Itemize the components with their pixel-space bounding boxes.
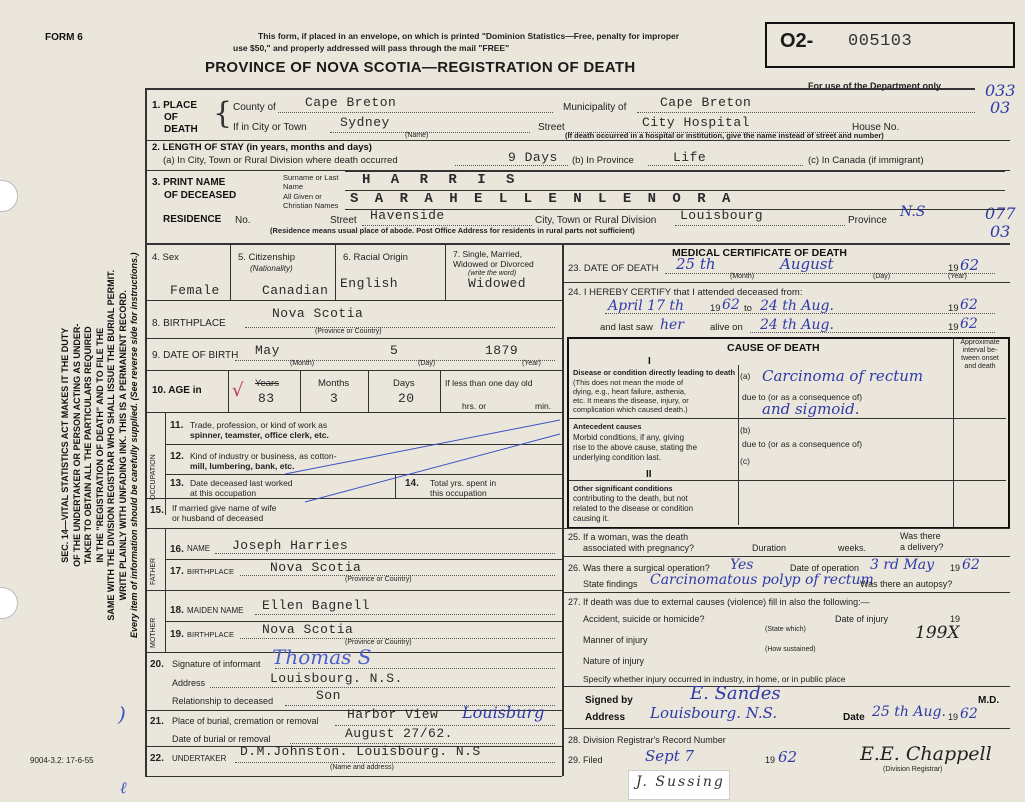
q15-text-2: or husband of deceased <box>172 513 264 523</box>
other-1: Other significant conditions <box>573 484 673 493</box>
undertaker-value: D.M.Johnston. Louisbourg. N.S <box>240 744 481 759</box>
department-code-2: 077 <box>985 204 1016 223</box>
antecedent-4: underlying condition last. <box>573 453 662 462</box>
q11-text-1: Trade, profession, or kind of work as <box>190 420 328 430</box>
alive-on-label: alive on <box>710 322 743 333</box>
sidebar-line: OF THE UNDERTAKER OR PERSON ACTING AS UNDER- <box>71 323 82 567</box>
date-label-md: Date <box>843 712 865 723</box>
last-saw-value: her <box>660 317 684 333</box>
marginal-note: J. Sussing <box>636 774 725 790</box>
residence-city-value: Louisbourg <box>680 208 764 223</box>
age-days-value: 20 <box>398 391 415 406</box>
informant-signature: Thomas S <box>272 645 372 669</box>
residence-city-label: City, Town or Rural Division <box>535 215 657 226</box>
occupation-strike-lines <box>165 412 565 532</box>
physician-address: Louisbourg. N.S. <box>650 704 778 722</box>
age-check-mark: √ <box>232 380 244 401</box>
age-years-label: Years <box>255 378 279 389</box>
hospital-note: (If death occurred in a hospital or institution, give the name instead of street and number) <box>565 131 884 140</box>
how-sustained: (How sustained) <box>765 646 816 653</box>
manner-label: Manner of injury <box>583 635 648 645</box>
given-value: S A R A H E L L E N L E N O R A <box>350 191 735 207</box>
envelope-note-2: use $50," and properly addressed will pass through the mail "FREE" <box>233 43 510 53</box>
state-which: (State which) <box>765 626 806 633</box>
birthplace-value: Nova Scotia <box>272 306 364 321</box>
op-year-pre: 19 <box>950 563 961 573</box>
death-year: 62 <box>960 256 980 274</box>
alive-on-date: 24 th Aug. <box>760 317 834 333</box>
q25b-label: associated with pregnancy? <box>583 543 695 553</box>
q14-text-2: this occupation <box>430 488 487 498</box>
q12-text-2: mill, lumbering, bank, etc. <box>190 461 295 471</box>
dob-month: May <box>255 343 280 358</box>
filed-date: Sept 7 <box>645 747 695 765</box>
racial-origin-value: English <box>340 276 399 291</box>
signed-by-label: Signed by <box>585 695 633 706</box>
q11-text-2: spinner, teamster, office clerk, etc. <box>190 430 329 440</box>
label-text: DEATH <box>164 124 198 135</box>
injury-year-label: 19 <box>950 614 961 624</box>
q12-num: 12. <box>170 451 184 462</box>
mother-birthplace-value: Nova Scotia <box>262 622 354 637</box>
other-3: related to the disease or condition <box>573 504 694 513</box>
weeks-label: weeks. <box>838 543 867 553</box>
residence-note: (Residence means usual place of abode. Post Office Address for residents in rural parts not sufficient) <box>270 226 635 235</box>
county-value: Cape Breton <box>305 95 397 110</box>
q11-num: 11. <box>170 420 184 431</box>
cause-c-mark: (c) <box>740 456 750 466</box>
accident-label: Accident, suicide or homicide? <box>583 614 705 624</box>
q17-num: 17. <box>170 566 184 577</box>
sex-label: 4. Sex <box>152 252 179 263</box>
informant-sig-label: Signature of informant <box>172 659 261 669</box>
father-birthplace-sub: (Province or Country) <box>345 576 412 583</box>
operation-yes: Yes <box>730 557 754 573</box>
less-than-day-label: If less than one day old <box>445 378 533 388</box>
duration-label: Duration <box>752 543 787 553</box>
sidebar-instructions <box>60 95 141 795</box>
label-text: PLACE <box>163 100 198 111</box>
burial-place-handwritten: Louisburg <box>462 703 545 722</box>
burial-label: Place of burial, cremation or removal <box>172 716 319 726</box>
stay-b-value: Life <box>673 150 707 165</box>
burial-date-label: Date of burial or removal <box>172 734 271 744</box>
mother-birthplace-sub: (Province or Country) <box>345 639 412 646</box>
undertaker-label: UNDERTAKER <box>172 754 227 763</box>
informant-address-value: Louisbourg. N.S. <box>270 671 403 686</box>
dob-label: 9. DATE OF BIRTH <box>152 350 239 361</box>
street-label: Street <box>538 122 565 133</box>
label-text: OF <box>164 112 178 123</box>
envelope-note-1: This form, if placed in an envelope, on which is printed "Dominion Statistics—Free, penalty for improper <box>258 31 680 41</box>
other-4: causing it. <box>573 514 610 523</box>
dob-day-sub: (Day) <box>418 360 436 367</box>
department-code-2b: 03 <box>990 222 1011 241</box>
sign-year: 62 <box>960 706 978 722</box>
sidebar-line: SEC. 14—VITAL STATISTICS ACT MAKES IT THE DUTY <box>59 327 70 563</box>
disease-label-4: etc. It means the disease, injury, or <box>573 396 689 405</box>
relationship-value: Son <box>316 688 341 703</box>
q12-text-1: Kind of industry or business, as cotton- <box>190 451 337 461</box>
attended-to-year-pre: 19 <box>948 303 959 314</box>
cause-a-mark: (a) <box>740 371 751 381</box>
label-text: OF DECEASED <box>164 190 237 201</box>
attended-from-year: 62 <box>722 297 740 313</box>
mother-birthplace-label: BIRTHPLACE <box>187 630 234 639</box>
manner-handwritten: 199X <box>915 623 960 643</box>
burial-place-value: Harbor View <box>347 707 439 722</box>
county-label: County of <box>233 102 276 113</box>
min-label: min. <box>535 401 552 411</box>
marital-value: Widowed <box>468 276 527 291</box>
dob-day: 5 <box>390 343 399 358</box>
q16-num: 16. <box>170 544 184 555</box>
cause-a-value: Carcinoma of rectum <box>762 367 924 385</box>
form-number: FORM 6 <box>45 32 83 43</box>
medical-heading: MEDICAL CERTIFICATE OF DEATH <box>672 247 847 259</box>
disease-label-5: complication which caused death.) <box>573 405 688 414</box>
alive-year: 62 <box>960 316 978 332</box>
registration-prefix: O2- <box>780 30 814 52</box>
q15-num: 15. <box>150 505 164 516</box>
municipality-label: Municipality of <box>563 102 627 113</box>
place-label <box>152 100 198 136</box>
registration-number: 005103 <box>848 32 913 51</box>
antecedent-2: Morbid conditions, if any, giving <box>573 433 685 442</box>
interval-label: Approximate interval be-tween onset and death <box>960 339 1000 370</box>
part-II-label: II <box>646 469 652 480</box>
cause-a2-value: and sigmoid. <box>762 400 860 418</box>
department-code-1: 033 <box>985 81 1016 100</box>
sign-date: 25 th Aug. <box>872 704 946 720</box>
stay-a-label: (a) In City, Town or Rural Division where death occurred <box>163 155 398 166</box>
q15-text-1: If married give name of wife <box>172 503 277 513</box>
cause-b-mark: (b) <box>740 425 751 435</box>
stay-b-label: (b) In Province <box>572 155 634 166</box>
q26-label: 26. Was there a surgical operation? <box>568 563 710 573</box>
q21-num: 21. <box>150 716 164 727</box>
disease-label-1: Disease or condition directly leading to death <box>573 368 736 377</box>
q13-text-1: Date deceased last worked <box>190 478 293 488</box>
hrs-label: hrs. or <box>462 401 487 411</box>
q14-num: 14. <box>405 478 419 489</box>
given-label: All Given or Christian Names <box>283 192 339 210</box>
registrar-sub: (Division Registrar) <box>883 766 943 773</box>
q19-num: 19. <box>170 629 184 640</box>
attended-from: April 17 th <box>608 298 685 314</box>
other-2: contributing to the death, but not <box>573 494 688 503</box>
mother-vertical-label: MOTHER <box>150 617 157 648</box>
death-year-prefix: 19 <box>948 263 959 274</box>
informant-address-label: Address <box>172 678 206 688</box>
death-year-sub: (Year) <box>948 273 967 280</box>
print-code: 9004-3.2: 17-6-55 <box>30 756 94 765</box>
marital-sub: (write the word) <box>468 270 517 277</box>
attended-to-year: 62 <box>960 297 978 313</box>
findings-value: Carcinomatous polyp of rectum <box>650 572 874 588</box>
department-code-1b: 03 <box>990 98 1011 117</box>
punch-hole-top <box>0 180 18 212</box>
q23-label: 23. DATE OF DEATH <box>568 263 659 274</box>
injury-date-label: Date of injury <box>835 614 889 624</box>
sign-year-pre: 19 <box>948 712 959 722</box>
op-date-value: 3 rd May <box>870 557 935 573</box>
q13-text-2: at this occupation <box>190 488 257 498</box>
disease-label-3: dying, e.g., heart failure, asthenia, <box>573 387 686 396</box>
city-label: If in City or Town <box>233 122 307 133</box>
disease-label-2: (This does not mean the mode of <box>573 378 684 387</box>
specify-label: Specify whether injury occurred in industry, in home, or in public place <box>583 674 846 684</box>
birthplace-sub: (Province or Country) <box>315 328 382 335</box>
due-to-2: due to (or as a consequence of) <box>742 439 863 449</box>
street-value: City Hospital <box>642 115 750 130</box>
age-days-label: Days <box>393 378 415 389</box>
registrar-signature: E.E. Chappell <box>860 743 992 765</box>
filed-year-pre: 19 <box>765 755 776 765</box>
death-month: August <box>780 255 834 273</box>
residence-no-label: No. <box>235 215 251 226</box>
attended-from-year-pre: 19 <box>710 303 721 314</box>
surname-value: H A R R I S <box>362 172 521 188</box>
mother-name-value: Ellen Bagnell <box>262 598 370 613</box>
md-label: M.D. <box>978 695 1000 706</box>
citizenship-sub: (Nationality) <box>250 264 293 273</box>
father-birthplace-label: BIRTHPLACE <box>187 567 234 576</box>
attended-to-label: to <box>744 303 752 314</box>
check-mark-left: ) <box>118 702 126 726</box>
death-day: 25 th <box>676 255 716 273</box>
q22-num: 22. <box>150 753 164 764</box>
q24-label: 24. I HEREBY CERTIFY that I attended deceased from: <box>568 287 803 298</box>
occupation-vertical-label: OCCUPATION <box>150 454 157 500</box>
op-date-label: Date of operation <box>790 563 860 573</box>
last-saw-label: and last saw <box>600 322 653 333</box>
residence-province-label: Province <box>848 215 887 226</box>
father-name-value: Joseph Harries <box>232 538 349 553</box>
dob-year: 1879 <box>485 343 519 358</box>
filed-year: 62 <box>778 748 798 766</box>
attended-to: 24 th Aug. <box>760 298 834 314</box>
sidebar-line: Every item of information should be carefully supplied. (See reverse side for instructions.) <box>128 252 139 639</box>
death-month-sub: (Month) <box>730 273 755 280</box>
dob-month-sub: (Month) <box>290 360 315 367</box>
age-months-value: 3 <box>330 391 339 406</box>
due-to-1: due to (or as a consequence of) <box>742 392 863 402</box>
name-note: (Name) <box>405 132 429 139</box>
relationship-label: Relationship to deceased <box>172 696 274 706</box>
autopsy-label: Was there an autopsy? <box>860 579 953 589</box>
q29-label: 29. Filed <box>568 755 603 765</box>
marital-label: 7. Single, Married, Widowed or Divorced <box>453 249 534 269</box>
part-I-label: I <box>648 356 651 367</box>
death-day-sub: (Day) <box>873 273 891 280</box>
father-birthplace-value: Nova Scotia <box>270 560 362 575</box>
place-brace: { <box>213 96 233 131</box>
residence-street-value: Havenside <box>370 208 445 223</box>
age-months-label: Months <box>318 378 350 389</box>
sidebar-line: TAKER TO OBTAIN ALL THE PARTICULARS REQUIRED <box>82 326 93 565</box>
father-name-label: NAME <box>187 544 211 553</box>
sex-value: Female <box>170 283 220 298</box>
municipality-value: Cape Breton <box>660 95 752 110</box>
form-title: PROVINCE OF NOVA SCOTIA—REGISTRATION OF DEATH <box>205 59 636 76</box>
nature-label: Nature of injury <box>583 656 645 666</box>
label-num: 1. <box>152 100 161 111</box>
q13-num: 13. <box>170 478 184 489</box>
bottom-left-mark: ℓ <box>120 778 127 797</box>
label-text: PRINT NAME <box>163 177 226 188</box>
op-year: 62 <box>962 557 980 573</box>
q25-label: 25. If a woman, was the death <box>568 532 689 542</box>
racial-origin-label: 6. Racial Origin <box>343 252 408 263</box>
q27-label: 27. If death was due to external causes (violence) fill in also the following:— <box>568 597 870 607</box>
q28-label: 28. Division Registrar's Record Number <box>568 735 726 745</box>
physician-signature: E. Sandes <box>690 683 781 704</box>
dob-year-sub: (Year) <box>522 360 541 367</box>
findings-label: State findings <box>583 579 638 589</box>
mother-name-label: MAIDEN NAME <box>187 606 244 615</box>
burial-date-value: August 27/62. <box>345 726 453 741</box>
alive-year-pre: 19 <box>948 322 959 333</box>
citizenship-label: 5. Citizenship <box>238 252 296 263</box>
q20-num: 20. <box>150 659 164 670</box>
house-no-label: House No. <box>852 122 900 133</box>
stay-a-value: 9 Days <box>508 150 558 165</box>
antecedent-3: rise to the above cause, stating the <box>573 443 698 452</box>
city-value: Sydney <box>340 115 390 130</box>
antecedent-1: Antecedent causes <box>573 422 642 431</box>
stay-c-label: (c) In Canada (if immigrant) <box>808 155 924 166</box>
stay-label: 2. LENGTH OF STAY (in years, months and days) <box>152 142 372 153</box>
citizenship-value: Canadian <box>262 283 329 298</box>
surname-label: Surname or Last Name <box>283 173 339 191</box>
name-label <box>152 176 236 202</box>
sidebar-line: WRITE PLAINLY WITH UNFADING INK. THIS IS A PERMANENT RECORD. <box>117 290 128 601</box>
q18-num: 18. <box>170 605 184 616</box>
department-use-label: For use of the Department only <box>808 81 942 91</box>
label-num: 3. <box>152 177 161 188</box>
birthplace-label: 8. BIRTHPLACE <box>152 318 226 329</box>
cause-heading: CAUSE OF DEATH <box>727 342 820 354</box>
residence-province-value: N.S <box>900 204 926 220</box>
q14-text-1: Total yrs. spent in <box>430 478 497 488</box>
delivery-label: Was there a delivery? <box>900 531 944 552</box>
sidebar-line: IN THE "REGISTRATION OF DEATH" AND TO FILE THE <box>94 327 105 563</box>
undertaker-sub: (Name and address) <box>330 764 394 771</box>
father-vertical-label: FATHER <box>150 557 157 585</box>
residence-label: RESIDENCE <box>163 214 222 225</box>
age-label: 10. AGE in <box>152 385 202 396</box>
sidebar-line: SAME WITH THE DIVISION REGISTRAR WHO SHALL ISSUE THE BURIAL PERMIT. <box>105 269 116 621</box>
age-years-value: 83 <box>258 391 275 406</box>
punch-hole-bottom <box>0 587 18 619</box>
address-label-md: Address <box>585 712 626 723</box>
residence-street-label: Street <box>330 215 357 226</box>
